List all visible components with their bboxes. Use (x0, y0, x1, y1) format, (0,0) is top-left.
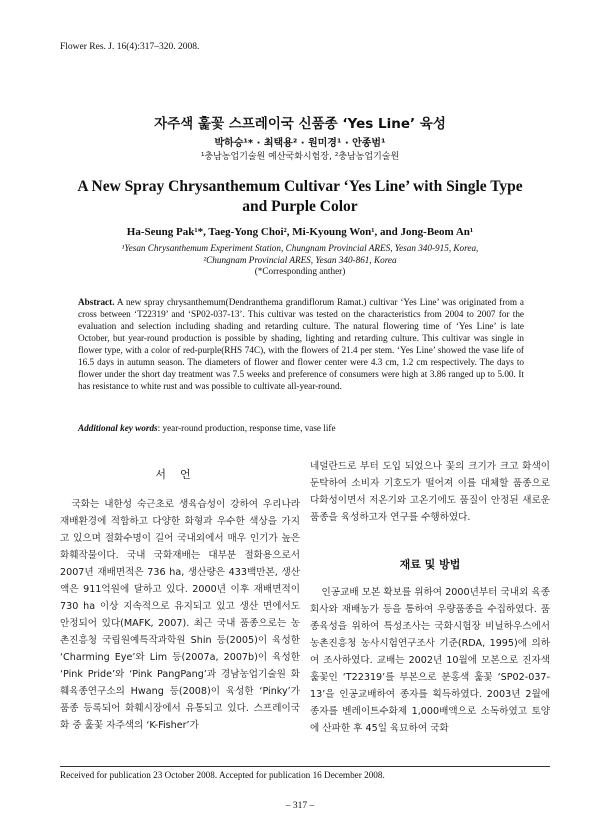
abstract (78, 296, 524, 392)
affiliation-line-2: ²Chungnam Provincial ARES, Yesan 340-861, Korea (203, 255, 397, 265)
key-words-text: : year-round production, response time, vase life (157, 423, 336, 433)
abstract-text: A new spray chrysanthemum(Dendranthema grandiflorum Ramat.) cultivar ‘Yes Line’ was originated from a cross between ‘T22319’ and ‘SP02-037-13’. This cultivar was tested on the characteristics from 2004 to 2007 for the evaluation and selection including shading and retarding culture. The natural flowering time of ‘Yes Line’ is late October, but year-round production is possible by shading, lighting and retarding culture. This cultivar was single in flower type, with a color of red-purple(RHS 74C), with the flowers of 21.4 per stem. ‘Yes Line’ showed the vase life of 16.5 days in autumn season. The diameters of flower and flower center were 4.3 cm, 1.2 cm respectively. The days to flower under the short day treatment was 7.5 weeks and preference of consumers were high at 3.86 ranged up to 5.00. It has resistance to white rust and was possible to cultivate all-year-round. (78, 297, 524, 391)
affiliation-line-1: ¹Yesan Chrysanthemum Experiment Station, Chungnam Provincial ARES, Yesan 340-915, Korea, (121, 243, 479, 253)
key-words (78, 423, 524, 433)
intro-heading: 서언 (155, 468, 205, 481)
corresponding-note: (*Corresponding anther) (254, 266, 346, 276)
methods-paragraph: 인공교배 모본 확보를 위하여 2000년부터 국내외 육종회사와 재배농가 등을 통하여 우량품종을 수집하였다. 품종육성을 위하여 특성조사는 국화시험장 비닐하우스에서 농촌진흥청 농사시험연구조사 기준(RDA, 1995)에 의하여 조사하였다. 교배는 2002년 10월에 모본으로 진자색 훑꽃인 ‘T22319’를 부본으로 분홍색 훑꽃 ‘SP02-037-13’을 인공교배하여 종자를 획득하였다. 2003년 2월에 종자를 벤레이트수화제 1,000배액으로 소독하였고 토양에 산파한 후 45일 육묘하여 국화 (310, 587, 550, 734)
english-title-line2: and Purple Color (242, 198, 358, 215)
intro-paragraph-continued: 네덜란드로 부터 도입 되었으나 꽃의 크기가 크고 화색이 둔탁하여 소비자 기호도가 떨어져 이를 대체할 품종으로 다화성이면서 저온기와 고온기에도 품질이 안정된 새로운 품종을 육성하고자 연구를 수행하였다. (310, 461, 550, 523)
footnote-divider (60, 766, 550, 767)
english-title-line1: A New Spray Chrysanthemum Cultivar ‘Yes Line’ with Single Type (77, 178, 523, 195)
english-title (40, 177, 560, 217)
english-affiliation (0, 242, 600, 266)
korean-authors: 박하승¹* · 최택용² · 원미경¹ · 안종범¹ (214, 138, 386, 149)
key-words-label: Additional key words (78, 423, 158, 433)
methods-heading: 재료 및 방법 (399, 558, 461, 571)
abstract-label: Abstract. (78, 297, 115, 307)
intro-column (60, 496, 300, 734)
journal-citation: Flower Res. J. 16(4):317–320. 2008. (60, 42, 200, 52)
korean-affiliation: ¹충남농업기술원 예산국화시험장, ²충남농업기술원 (200, 152, 400, 162)
intro-paragraph: 국화는 내한성 숙근초로 생육습성이 강하여 우리나라 재배환경에 적합하고 다양한 화형과 우수한 색상을 가지고 있으며 절화수명이 길어 국내외에서 매우 인기가 높은 화훼작물이다. 국내 국화재배는 대부분 절화용으로서 2007년 재배면적은 736 ha, 생산량은 433백만본, 생산액은 911억원에 달하고 있다. 2000년 이후 재배면적이 730 ha 이상 지속적으로 유지되고 있고 생산 면에서도 안정되어 있다(MAFK, 2007). 최근 국내 품종으로는 농촌진흥청 국립원예특작과학원 Shin 등(2005)이 육성한 ‘Charming Eye’와 Lim 등(2007a, 2007b)이 육성한 ‘Pink Pride’와 ‘Pink PangPang’과 경남농업기술원 화훼육종연구소의 Hwang 등(2008)이 육성한 ‘Pinky’가 품종 등록되어 화훼시장에서 유통되고 있다. 스프레이국화 중 훑꽃 자주색의 ‘K-Fisher’가 (60, 499, 300, 731)
methods-column (310, 584, 550, 737)
korean-title: 자주색 훑꽃 스프레이국 신품종 ‘Yes Line’ 육성 (154, 116, 446, 132)
page-number: – 317 – (285, 801, 315, 811)
received-note: Received for publication 23 October 2008. Accepted for publication 16 December 2008. (60, 770, 385, 780)
english-authors: Ha-Seung Pak¹*, Taeg-Yong Choi², Mi-Kyoung Won¹, and Jong-Beom An¹ (126, 226, 474, 238)
intro-column-continued (310, 458, 550, 526)
